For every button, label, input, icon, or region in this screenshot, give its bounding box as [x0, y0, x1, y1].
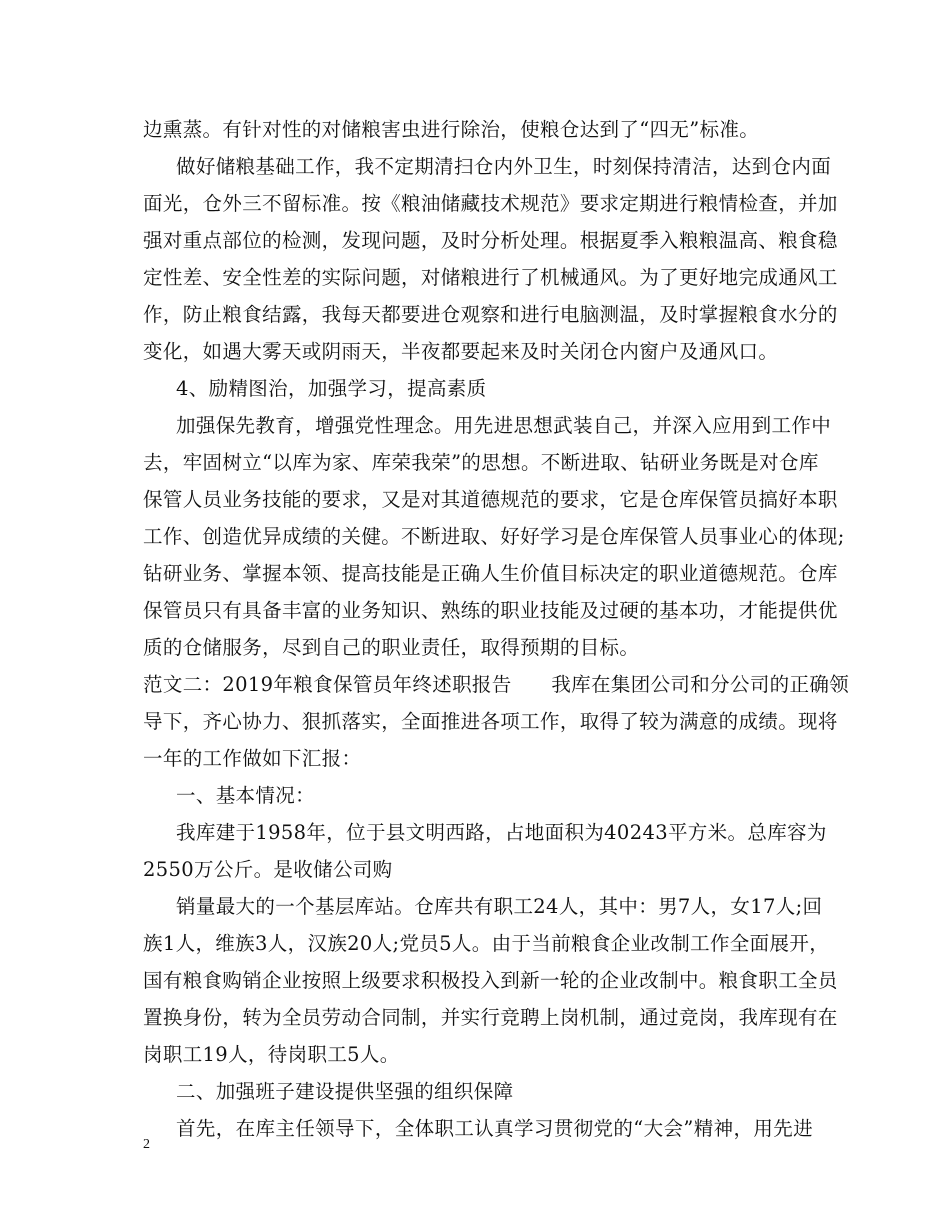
text-line: 边熏蒸。有针对性的对储粮害虫进行除治，使粮仓达到了“四无”标准。 [143, 118, 760, 141]
text-line: 保管人员业务技能的要求，又是对其道德规范的要求，它是仓库保管员搞好本职 [143, 488, 838, 511]
text-line: 范文二：2019年粮食保管员年终述职报告 我库在集团公司和分公司的正确领 [143, 673, 850, 696]
page-number: 2 [143, 1137, 150, 1152]
text-line: 做好储粮基础工作，我不定期清扫仓内外卫生，时刻保持清洁，达到仓内面 [176, 155, 832, 178]
text-line: 族1人，维族3人，汉族20人;党员5人。由于当前粮食企业改制工作全面展开， [143, 932, 830, 955]
text-line: 置换身份，转为全员劳动合同制，并实行竞聘上岗机制，通过竞岗，我库现有在 [143, 1006, 838, 1029]
section-heading: 二、加强班子建设提供坚强的组织保障 [176, 1080, 514, 1103]
text-line: 工作、创造优异成绩的关健。不断进取、好好学习是仓库保管人员事业心的体现; [143, 525, 845, 548]
text-line: 销量最大的一个基层库站。仓库共有职工24人，其中：男7人，女17人;回 [176, 895, 823, 918]
text-line: 变化，如遇大雾天或阴雨天，半夜都要起来及时关闭仓内窗户及通风口。 [143, 340, 779, 363]
text-line: 加强保先教育，增强党性理念。用先进思想武装自己，并深入应用到工作中 [176, 414, 832, 437]
text-line: 岗职工19人，待岗职工5人。 [143, 1043, 400, 1066]
text-line: 导下，齐心协力、狠抓落实，全面推进各项工作，取得了较为满意的成绩。现将 [143, 710, 838, 733]
text-line: 定性差、安全性差的实际问题，对储粮进行了机械通风。为了更好地完成通风工 [143, 266, 838, 289]
section-heading: 一、基本情况： [176, 784, 315, 807]
text-line: 一年的工作做如下汇报： [143, 747, 362, 770]
text-line: 去，牢固树立“以库为家、库荣我荣”的思想。不断进取、钻研业务既是对仓库 [143, 451, 819, 474]
text-line: 保管员只有具备丰富的业务知识、熟练的职业技能及过硬的基本功，才能提供优 [143, 599, 838, 622]
text-line: 作，防止粮食结露，我每天都要进仓观察和进行电脑测温，及时掌握粮食水分的 [143, 303, 838, 326]
text-line: 2550万公斤。是收储公司购 [143, 858, 393, 881]
section-heading: 4、励精图治，加强学习，提高素质 [176, 377, 487, 400]
text-line: 面光，仓外三不留标准。按《粮油储藏技术规范》要求定期进行粮情检查，并加 [143, 192, 838, 215]
text-line: 我库建于1958年，位于县文明西路，占地面积为40243平方米。总库容为 [176, 821, 827, 844]
text-line: 国有粮食购销企业按照上级要求积极投入到新一轮的企业改制中。粮食职工全员 [143, 969, 838, 992]
text-line: 强对重点部位的检测，发现问题，及时分析处理。根据夏季入粮粮温高、粮食稳 [143, 229, 838, 252]
text-line: 钻研业务、掌握本领、提高技能是正确人生价值目标决定的职业道德规范。仓库 [143, 562, 838, 585]
text-line: 首先，在库主任领导下，全体职工认真学习贯彻党的“大会”精神，用先进 [176, 1117, 813, 1140]
text-line: 质的仓储服务，尽到自己的职业责任，取得预期的目标。 [143, 636, 640, 659]
